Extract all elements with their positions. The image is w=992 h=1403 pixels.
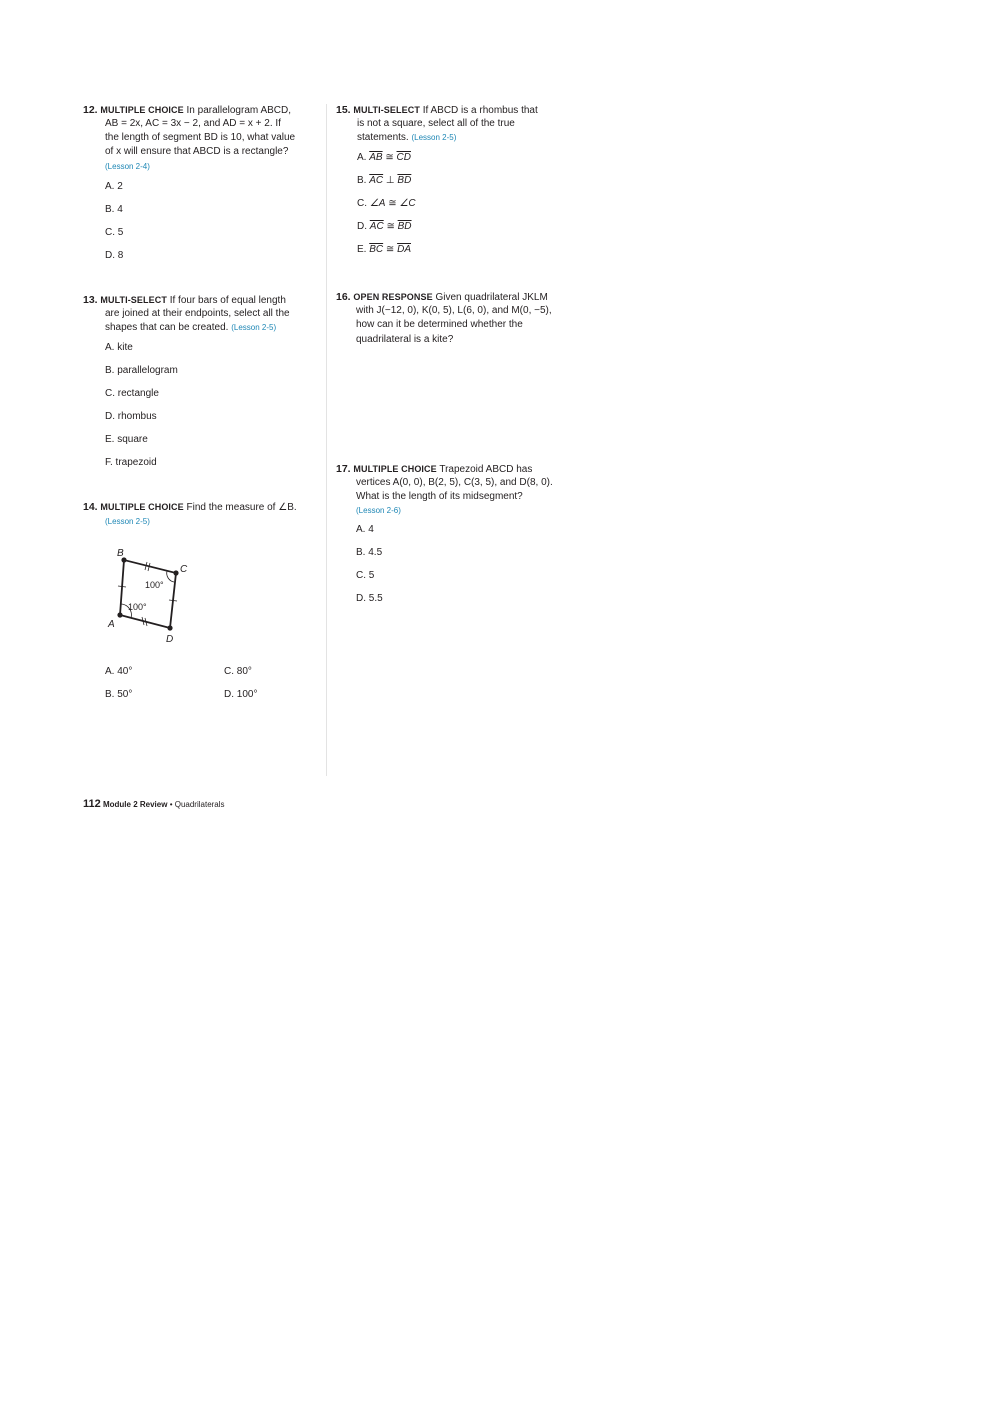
relation-symbol: ≅: [385, 152, 394, 163]
segment-right: $\overline{CD}$: [396, 152, 411, 163]
question-text-line: are joined at their endpoints, select all the: [105, 308, 290, 319]
answer-option[interactable]: [357, 221, 412, 232]
segment-right: $\overline{BD}$: [397, 221, 412, 232]
relation-symbol: ≅: [386, 221, 395, 232]
vertex-label-d: D: [166, 634, 174, 645]
segment-left: $\overline{AC}$: [369, 221, 384, 232]
question-text-line: In parallelogram ABCD,: [186, 105, 292, 116]
relation-symbol: ≅: [388, 198, 397, 209]
answer-option[interactable]: B. 4.5: [356, 547, 383, 558]
vertex-c-point: [173, 570, 178, 575]
answer-option[interactable]: D. rhombus: [105, 411, 157, 422]
lesson-reference: (Lesson 2-5): [411, 133, 457, 142]
segment-right: $\overline{DA}$: [397, 244, 411, 255]
question-13: [83, 293, 286, 308]
segment-left: $\overline{BC}$: [369, 244, 384, 255]
answer-option[interactable]: A. 40°: [105, 666, 133, 677]
module-title: Module 2 Review: [102, 800, 168, 809]
question-15: [336, 103, 538, 118]
answer-option[interactable]: D. 8: [105, 250, 124, 261]
answer-option[interactable]: F. trapezoid: [105, 457, 157, 468]
option-letter: E.: [357, 244, 367, 255]
question-text-line: What is the length of its midsegment?: [356, 491, 523, 502]
question-16: [336, 290, 548, 305]
question-12: [83, 103, 291, 118]
question-text-line: with J(−12, 0), K(0, 5), L(6, 0), and M(0, −5),: [356, 305, 552, 316]
vertex-a-point: [117, 612, 122, 617]
parallelogram-figure: [100, 540, 210, 650]
topic-title: Quadrilaterals: [174, 800, 225, 809]
answer-option[interactable]: C. 80°: [224, 666, 252, 677]
answer-option[interactable]: C. rectangle: [105, 388, 159, 399]
question-type: MULTI-SELECT: [100, 295, 167, 305]
question-text-line: the length of segment BD is 10, what value: [105, 132, 296, 143]
vertex-label-b: B: [117, 548, 124, 559]
question-type: MULTIPLE CHOICE: [100, 502, 184, 512]
answer-option[interactable]: A. 2: [105, 181, 123, 192]
answer-option[interactable]: E. square: [105, 434, 148, 445]
question-number: 13.: [83, 294, 98, 306]
vertex-label-a: A: [108, 619, 115, 630]
question-text-line: statements.: [357, 132, 409, 143]
segment-left: $\overline{AB}$: [369, 152, 383, 163]
angle-label-a: 100°: [128, 602, 147, 612]
question-number: 12.: [83, 104, 98, 116]
lesson-reference: (Lesson 2-5): [231, 323, 277, 332]
answer-option[interactable]: [357, 244, 411, 255]
relation-symbol: ≅: [385, 244, 395, 255]
question-text-line: vertices A(0, 0), B(2, 5), C(3, 5), and D(8, 0).: [356, 477, 553, 488]
column-divider: [326, 104, 327, 776]
question-type: OPEN RESPONSE: [353, 292, 433, 302]
angle-label-c: 100°: [145, 580, 164, 590]
question-14: [83, 500, 297, 515]
page-number: 112: [83, 798, 101, 810]
question-text-line: quadrilateral is a kite?: [356, 334, 454, 345]
footer-separator: •: [169, 800, 173, 809]
answer-option[interactable]: [357, 175, 411, 186]
option-letter: C.: [357, 198, 367, 209]
question-type: MULTIPLE CHOICE: [100, 105, 184, 115]
question-number: 17.: [336, 463, 351, 475]
lesson-reference: (Lesson 2-6): [356, 506, 401, 515]
angle-left: ∠A: [369, 198, 386, 209]
answer-option[interactable]: B. 50°: [105, 689, 133, 700]
answer-option[interactable]: D. 100°: [224, 689, 258, 700]
answer-option[interactable]: B. parallelogram: [105, 365, 178, 376]
page-footer: [83, 798, 225, 810]
answer-option[interactable]: C. 5: [356, 570, 375, 581]
question-type: MULTIPLE CHOICE: [353, 464, 437, 474]
lesson-reference: (Lesson 2-5): [105, 517, 150, 526]
answer-option[interactable]: [357, 152, 411, 163]
question-text-line: AB = 2x, AC = 3x − 2, and AD = x + 2. If: [105, 118, 281, 129]
question-text-line: Given quadrilateral JKLM: [435, 292, 548, 303]
question-type: MULTI-SELECT: [353, 105, 420, 115]
question-text-line: is not a square, select all of the true: [357, 118, 515, 129]
option-letter: B.: [357, 175, 367, 186]
relation-symbol: ⊥: [385, 175, 395, 186]
segment-right: $\overline{BD}$: [397, 175, 412, 186]
question-text-line: If ABCD is a rhombus that: [422, 105, 538, 116]
answer-option[interactable]: A. kite: [105, 342, 133, 353]
lesson-reference: (Lesson 2-4): [105, 162, 150, 171]
vertex-d-point: [167, 625, 172, 630]
option-letter: D.: [357, 221, 367, 232]
answer-option[interactable]: A. 4: [356, 524, 374, 535]
angle-right: ∠C: [399, 198, 416, 209]
question-number: 16.: [336, 291, 351, 303]
question-text-line: of x will ensure that ABCD is a rectangle?: [105, 146, 289, 157]
question-text-line: Find the measure of ∠B.: [186, 502, 297, 513]
answer-option[interactable]: C. 5: [105, 227, 124, 238]
segment-left: $\overline{AC}$: [369, 175, 384, 186]
question-text-line: how can it be determined whether the: [356, 319, 523, 330]
question-text-line: shapes that can be created.: [105, 322, 229, 333]
question-text-line: Trapezoid ABCD has: [439, 464, 533, 475]
question-17: [336, 462, 532, 477]
vertex-label-c: C: [180, 564, 188, 575]
answer-option[interactable]: [357, 198, 416, 209]
answer-option[interactable]: D. 5.5: [356, 593, 383, 604]
option-letter: A.: [357, 152, 367, 163]
question-number: 14.: [83, 501, 98, 513]
answer-option[interactable]: B. 4: [105, 204, 123, 215]
question-text-line: If four bars of equal length: [169, 295, 286, 306]
question-number: 15.: [336, 104, 351, 116]
